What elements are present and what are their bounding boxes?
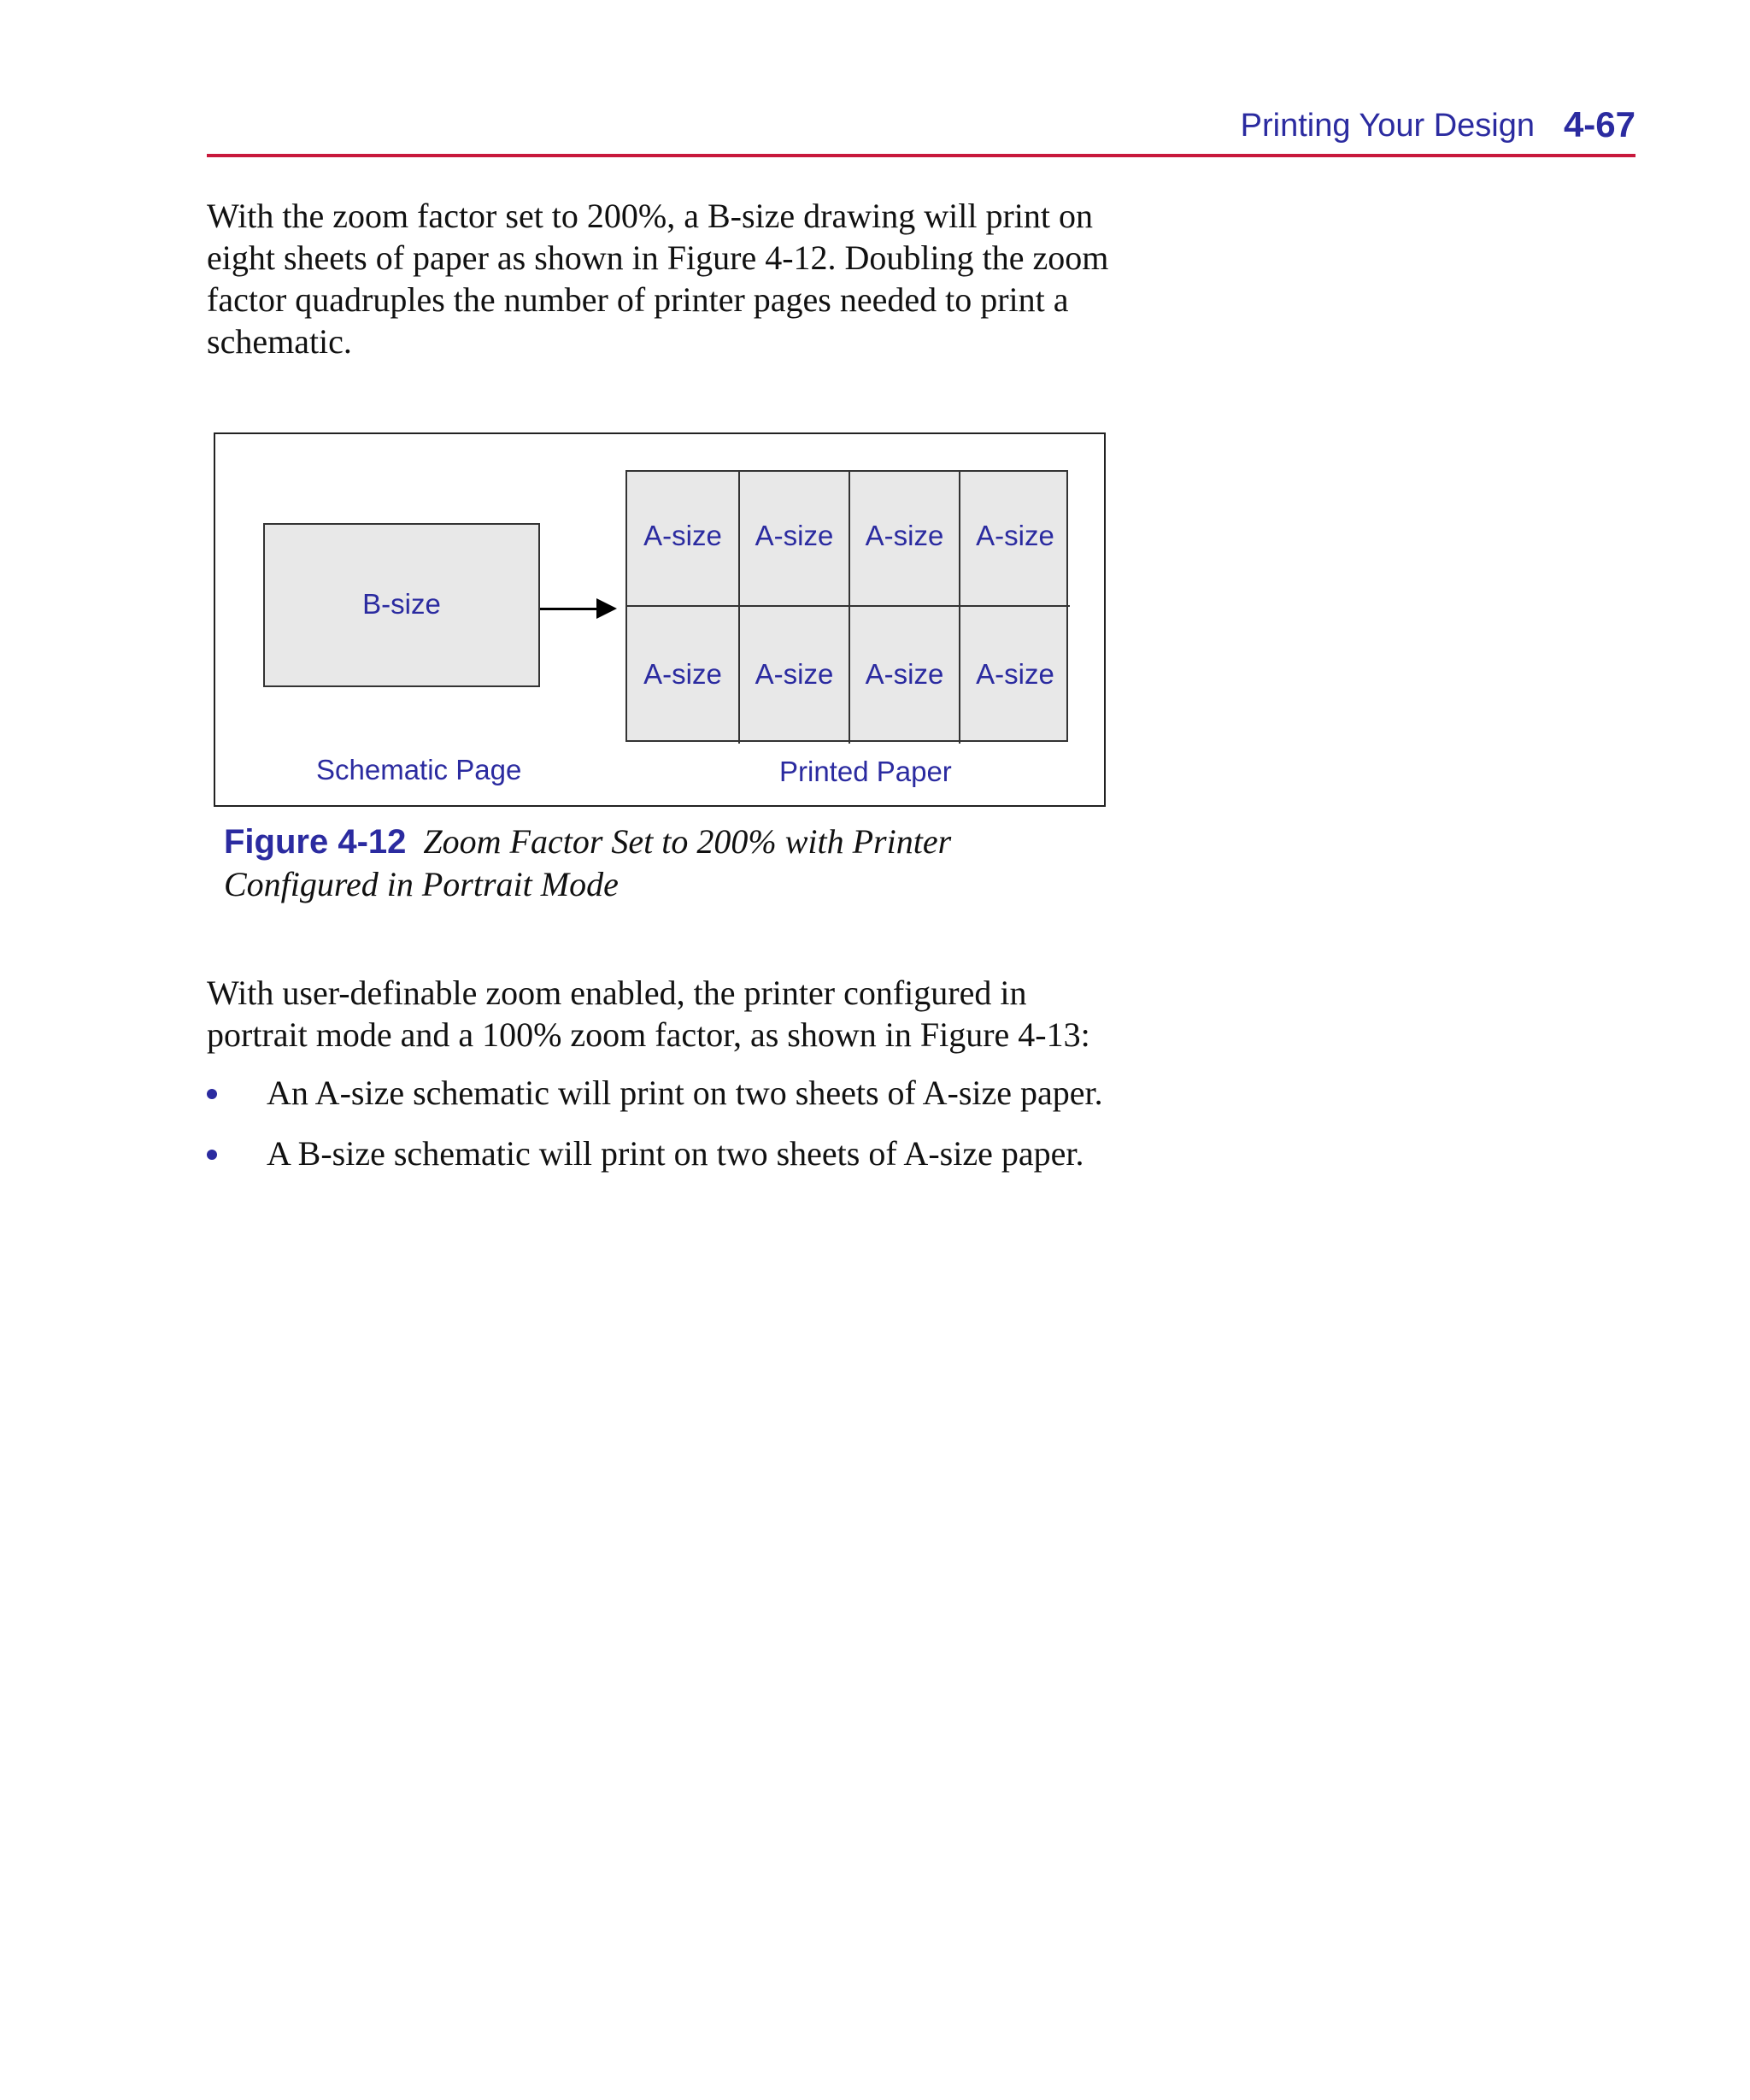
header-title: Printing Your Design (1240, 108, 1535, 144)
a-size-sheet (850, 472, 960, 607)
second-paragraph: With user-definable zoom enabled, the printer configured in portrait mode and a 100% zoom factor, as shown in Figure 4-13: (207, 974, 1090, 1054)
figure-number: Figure 4-12 (224, 823, 407, 861)
figure-caption-text: Zoom Factor Set to 200% with Printer Configured in Portrait Mode (224, 822, 952, 903)
list-item (207, 1072, 1147, 1114)
a-size-label: A-size (976, 658, 1054, 690)
page-header (207, 101, 1635, 157)
bullet-icon (207, 1150, 217, 1160)
a-size-sheet (850, 607, 960, 744)
list-item (207, 1132, 1147, 1174)
a-size-sheet (740, 607, 850, 744)
printed-paper-grid (625, 470, 1068, 742)
page-number: 4-67 (1563, 104, 1635, 144)
bullet-text: A B-size schematic will print on two sheets of A-size paper. (267, 1134, 1084, 1173)
a-size-sheet (627, 607, 740, 744)
intro-paragraph: With the zoom factor set to 200%, a B-size drawing will print on eight sheets of paper as shown in Figure 4-12. Doubling the zoom factor quadruples the number of printer pages needed to print a schematic. (207, 197, 1109, 361)
figure-4-12 (214, 432, 1106, 807)
figure-caption (224, 821, 1078, 905)
schematic-page-box (263, 523, 540, 687)
a-size-sheet (627, 472, 740, 607)
schematic-page-caption: Schematic Page (316, 754, 522, 785)
a-size-sheet (960, 607, 1070, 744)
bullet-list (207, 1072, 1147, 1193)
a-size-label: A-size (643, 658, 722, 690)
bullet-text: An A-size schematic will print on two sheets of A-size paper. (267, 1074, 1103, 1112)
bullet-icon (207, 1089, 217, 1099)
printed-paper-caption: Printed Paper (779, 756, 952, 787)
arrow-head-icon (596, 598, 617, 619)
a-size-label: A-size (865, 520, 944, 551)
a-size-label: A-size (755, 520, 834, 551)
a-size-label: A-size (643, 520, 722, 551)
b-size-label: B-size (362, 588, 441, 620)
a-size-sheet (960, 472, 1070, 607)
a-size-label: A-size (865, 658, 944, 690)
a-size-label: A-size (755, 658, 834, 690)
a-size-sheet (740, 472, 850, 607)
a-size-label: A-size (976, 520, 1054, 551)
arrow-line (540, 608, 598, 610)
